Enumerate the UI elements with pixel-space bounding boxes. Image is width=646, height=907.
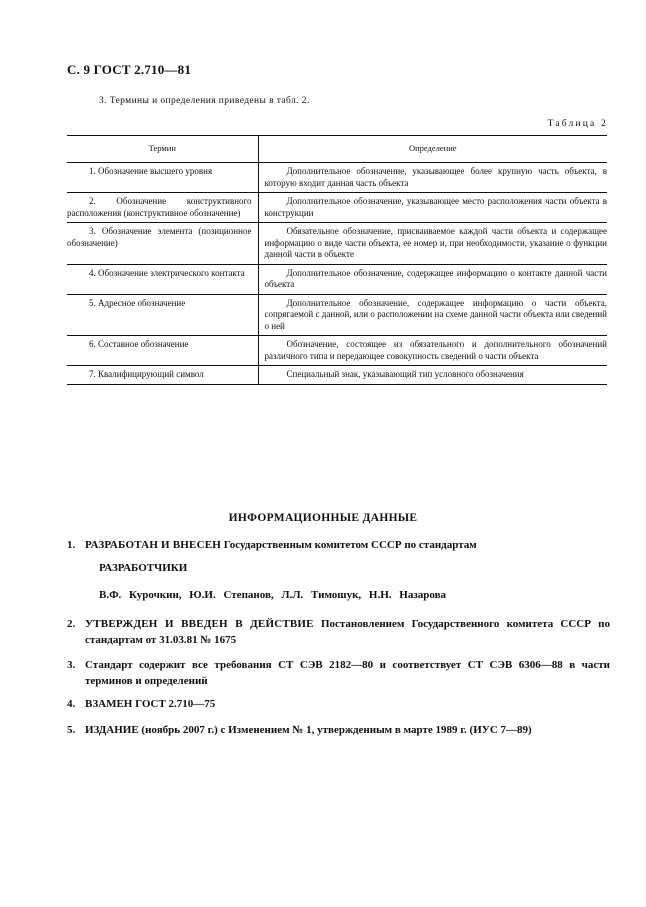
page-header: С. 9 ГОСТ 2.710—81 xyxy=(67,62,192,77)
term-cell: 3. Обозначение элемента (позиционное обозначение) xyxy=(67,223,258,265)
term-cell: 5. Адресное обозначение xyxy=(67,294,258,336)
term-cell: 4. Обозначение электрического контакта xyxy=(67,264,258,294)
table-row xyxy=(67,193,607,223)
terms-table xyxy=(67,135,607,385)
table-row xyxy=(67,163,607,193)
column-header-definition: Определение xyxy=(258,136,607,163)
info-item-text: Государственным комитетом СССР по стандартам xyxy=(223,539,477,551)
developers-label: РАЗРАБОТЧИКИ xyxy=(99,562,188,574)
table-row xyxy=(67,264,607,294)
info-item-number: 2. xyxy=(67,618,76,630)
info-item-number: 4. xyxy=(67,698,76,710)
info-item-lead: РАЗРАБОТАН И ВНЕСЕН xyxy=(85,539,222,551)
info-item-5 xyxy=(67,722,610,738)
definition-cell: Специальный знак, указывающий тип условного обозначения xyxy=(258,366,607,385)
table-label: Таблица 2 xyxy=(547,119,608,129)
term-cell: 7. Квалифицирующий символ xyxy=(67,366,258,385)
definition-cell: Дополнительное обозначение, указывающее место расположения части объекта в конструкции xyxy=(258,193,607,223)
info-item-4 xyxy=(67,696,610,712)
term-cell: 2. Обозначение конструктивного расположения (конструктивное обозначение) xyxy=(67,193,258,223)
definition-cell: Дополнительное обозначение, содержащее информацию о контакте данной части объекта xyxy=(258,264,607,294)
info-item-number: 5. xyxy=(67,724,76,736)
info-item-number: 1. xyxy=(67,539,76,551)
info-item-number: 3. xyxy=(67,659,76,671)
table-row xyxy=(67,223,607,265)
info-item-text: ИЗДАНИЕ (ноябрь 2007 г.) с Изменением № 1, утвержденным в марте 1989 г. (ИУС 7—89) xyxy=(85,724,532,736)
info-item-text: Постановлением Государственного комитета СССР по стандартам от 31.03.81 № 1675 xyxy=(85,618,611,646)
term-cell: 1. Обозначение высшего уровня xyxy=(67,163,258,193)
definition-cell: Дополнительное обозначение, указывающее более крупную часть объекта, в которую входит данная часть объекта xyxy=(258,163,607,193)
info-item-text: ВЗАМЕН ГОСТ 2.710—75 xyxy=(85,698,216,710)
info-item-2 xyxy=(67,616,610,648)
table-row xyxy=(67,366,607,385)
info-item-1 xyxy=(67,537,610,553)
info-item-lead: УТВЕРЖДЕН И ВВЕДЕН В ДЕЙСТВИЕ xyxy=(85,618,314,630)
term-cell: 6. Составное обозначение xyxy=(67,336,258,366)
definition-cell: Дополнительное обозначение, содержащее информацию о части объекта, сопрягаемой с данной, или о расположении на схеме данной части объекта или сведений о ней xyxy=(258,294,607,336)
table-header-row xyxy=(67,136,607,163)
developers-list: В.Ф. Курочкин, Ю.И. Степанов, Л.Л. Тимошук, Н.Н. Назарова xyxy=(99,589,447,601)
table-row xyxy=(67,294,607,336)
definition-cell: Обозначение, состоящее из обязательного и дополнительного обозначений различного типа и передающее совокупность сведений о части объекта xyxy=(258,336,607,366)
info-item-text: Стандарт содержит все требования СТ СЭВ 2182—80 и соответствует СТ СЭВ 6306—88 в части терминов и определений xyxy=(85,659,610,687)
definition-cell: Обязательное обозначение, присваиваемое каждой части объекта и содержащее информацию о виде части объекта, ее номер и, при необходимости, указание о функции данной части в объекте xyxy=(258,223,607,265)
info-item-3 xyxy=(67,657,610,689)
column-header-term: Термин xyxy=(67,136,258,163)
info-section-title: ИНФОРМАЦИОННЫЕ ДАННЫЕ xyxy=(228,512,418,524)
table-row xyxy=(67,336,607,366)
intro-text: 3. Термины и определения приведены в табл. 2. xyxy=(99,96,310,106)
